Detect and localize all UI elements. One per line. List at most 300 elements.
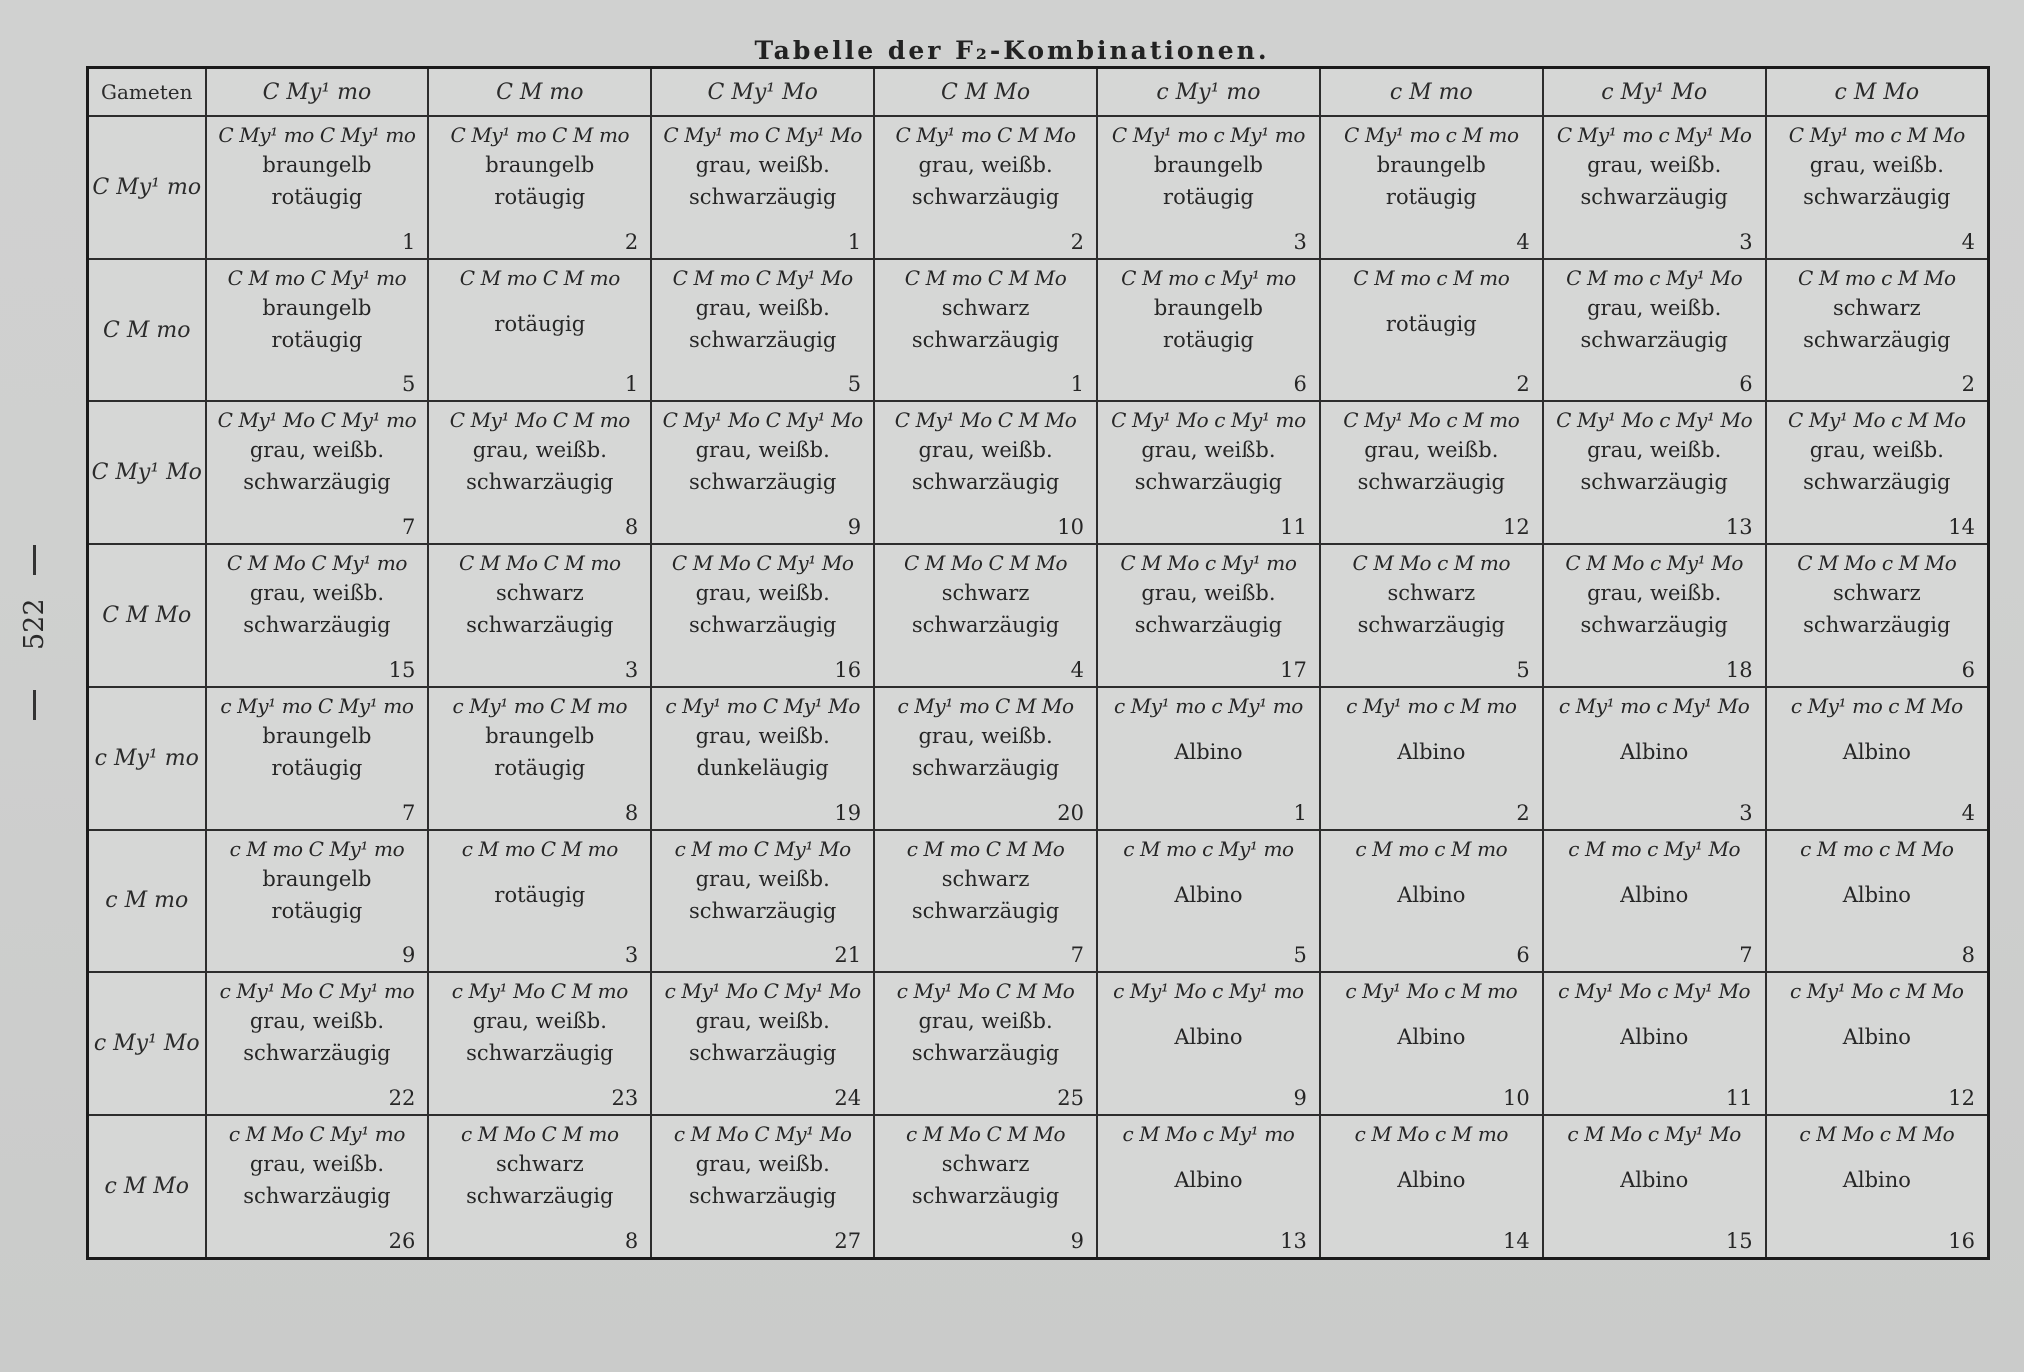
table-cell <box>651 972 874 1115</box>
combination-number: 26 <box>388 1229 416 1253</box>
combination-number: 13 <box>1725 515 1753 540</box>
phenotype-color: grau, weißb. <box>695 581 830 606</box>
genotype-label: C M mo C M mo <box>459 265 620 290</box>
combination-number: 27 <box>834 1229 862 1253</box>
phenotype-color: grau, weißb. <box>695 866 830 891</box>
table-cell <box>206 687 429 830</box>
table-cell <box>1543 116 1766 259</box>
phenotype-color: braungelb <box>1153 153 1263 177</box>
table-cell <box>651 401 874 544</box>
genotype-label: c My¹ Mo C M mo <box>451 979 628 1004</box>
combination-number: 15 <box>388 657 416 682</box>
combination-number: 4 <box>1516 229 1530 254</box>
genotype-label: C My¹ Mo c M Mo <box>1788 408 1966 433</box>
table-cell <box>1097 259 1320 402</box>
phenotype-color: Albino <box>1174 882 1243 907</box>
table-cell <box>1766 830 1989 973</box>
column-header: C M Mo <box>874 68 1097 117</box>
genotype-label: c My¹ Mo c My¹ Mo <box>1558 979 1751 1004</box>
combination-number: 20 <box>1057 800 1084 825</box>
phenotype-eyes: schwarzäugig <box>1134 470 1283 495</box>
table-cell <box>1097 116 1320 259</box>
genotype-label: C M Mo C My¹ Mo <box>671 551 854 576</box>
phenotype-eyes: schwarzäugig <box>689 327 837 352</box>
table-cell <box>428 544 651 687</box>
phenotype-color: grau, weißb. <box>1141 438 1276 463</box>
combination-number: 4 <box>1961 800 1975 825</box>
genotype-label: C My¹ Mo C My¹ Mo <box>662 408 863 433</box>
phenotype-color: braungelb <box>262 153 372 177</box>
genotype-label: c M mo c My¹ mo <box>1123 836 1294 861</box>
combination-number: 3 <box>624 943 639 968</box>
column-header: c M Mo <box>1766 68 1989 117</box>
combination-number: 6 <box>1739 372 1753 397</box>
phenotype-eyes: schwarzäugig <box>911 470 1060 495</box>
combination-number: 22 <box>388 1086 416 1111</box>
phenotype-eyes: rotäugig <box>1163 185 1254 209</box>
table-cell <box>1543 259 1766 402</box>
phenotype-color: grau, weißb. <box>1587 438 1722 463</box>
combination-number: 1 <box>402 229 416 254</box>
table-cell <box>651 687 874 830</box>
combination-number: 2 <box>1961 372 1975 397</box>
table-cell <box>1320 687 1543 830</box>
combination-number: 5 <box>1293 943 1307 968</box>
phenotype-eyes: schwarzäugig <box>689 1184 837 1209</box>
table-cell <box>1543 544 1766 687</box>
phenotype-color: grau, weißb. <box>472 1009 607 1034</box>
table-cell <box>428 116 651 259</box>
table-cell <box>1097 687 1320 830</box>
table-cell <box>651 1115 874 1258</box>
phenotype-eyes: schwarzäugig <box>1580 185 1728 209</box>
table-cell <box>206 116 429 259</box>
combination-number: 6 <box>1516 943 1530 968</box>
phenotype-eyes: schwarzäugig <box>1357 470 1505 495</box>
table-cell <box>1543 401 1766 544</box>
combination-number: 12 <box>1948 1086 1975 1111</box>
combination-number: 1 <box>1293 800 1307 825</box>
table-cell <box>1320 830 1543 973</box>
genotype-label: c M Mo C M mo <box>461 1122 619 1147</box>
phenotype-color: Albino <box>1620 1025 1689 1050</box>
combination-number: 10 <box>1057 515 1084 540</box>
phenotype-color: Albino <box>1842 1168 1911 1193</box>
table-cell <box>1320 972 1543 1115</box>
phenotype-eyes: schwarzäugig <box>243 1041 391 1066</box>
phenotype-eyes: schwarzäugig <box>689 470 837 495</box>
row-header: C M mo <box>88 259 206 402</box>
phenotype-color: grau, weißb. <box>695 295 830 320</box>
genotype-label: c My¹ mo C M Mo <box>897 693 1074 718</box>
combination-number: 15 <box>1725 1229 1753 1253</box>
combination-number: 7 <box>1070 943 1084 968</box>
phenotype-eyes: schwarzäugig <box>1803 327 1951 352</box>
table-cell <box>428 401 651 544</box>
phenotype-eyes: rotäugig <box>494 882 586 907</box>
phenotype-eyes: rotäugig <box>494 755 586 780</box>
genotype-label: c M mo c M mo <box>1355 836 1508 861</box>
genotype-label: c My¹ Mo c M mo <box>1345 979 1518 1004</box>
phenotype-color: braungelb <box>485 153 595 177</box>
table-row <box>88 1115 1989 1258</box>
combination-number: 13 <box>1280 1229 1307 1253</box>
phenotype-color: schwarz <box>1832 581 1921 606</box>
phenotype-eyes: rotäugig <box>1385 311 1477 336</box>
table-row <box>88 259 1989 402</box>
phenotype-eyes: schwarzäugig <box>1803 470 1951 495</box>
table-cell <box>1543 972 1766 1115</box>
genotype-label: c M Mo c My¹ mo <box>1122 1122 1295 1147</box>
table-cell <box>1097 972 1320 1115</box>
phenotype-eyes: schwarzäugig <box>911 185 1060 209</box>
combination-number: 3 <box>624 657 639 682</box>
genotype-label: C My¹ mo c M Mo <box>1788 123 1965 147</box>
genotype-label: C M mo c My¹ mo <box>1121 265 1296 290</box>
table-cell <box>874 544 1097 687</box>
genotype-label: C My¹ Mo C M mo <box>449 408 630 433</box>
table-row <box>88 401 1989 544</box>
genotype-label: C My¹ mo c M mo <box>1344 123 1519 147</box>
combination-number: 2 <box>1070 229 1084 254</box>
combination-number: 8 <box>624 1229 639 1253</box>
phenotype-eyes: rotäugig <box>271 185 363 209</box>
genotype-label: C My¹ mo C M Mo <box>895 123 1076 147</box>
phenotype-color: Albino <box>1174 739 1243 764</box>
table-cell <box>428 1115 651 1258</box>
table-cell <box>206 544 429 687</box>
genotype-label: c My¹ mo c My¹ Mo <box>1558 693 1750 718</box>
combination-number: 25 <box>1057 1086 1084 1111</box>
genotype-label: c My¹ mo C M mo <box>452 693 628 718</box>
phenotype-eyes: rotäugig <box>271 327 363 352</box>
table-cell <box>1543 687 1766 830</box>
phenotype-color: braungelb <box>262 866 372 891</box>
row-header: c M Mo <box>88 1115 206 1258</box>
genotype-label: c My¹ mo c M Mo <box>1790 693 1963 718</box>
combination-number: 5 <box>402 372 416 397</box>
combination-number: 4 <box>1070 657 1084 682</box>
table-row <box>88 116 1989 259</box>
phenotype-color: grau, weißb. <box>249 1152 385 1177</box>
phenotype-color: grau, weißb. <box>695 723 830 748</box>
combination-number: 14 <box>1948 515 1975 540</box>
phenotype-color: grau, weißb. <box>249 581 385 606</box>
phenotype-color: grau, weißb. <box>695 153 830 177</box>
table-cell <box>1097 401 1320 544</box>
phenotype-eyes: schwarzäugig <box>911 327 1060 352</box>
phenotype-color: schwarz <box>941 1152 1030 1177</box>
phenotype-color: Albino <box>1397 882 1466 907</box>
phenotype-color: braungelb <box>485 723 595 748</box>
genotype-label: c My¹ Mo C My¹ Mo <box>664 979 861 1004</box>
table-cell <box>1766 544 1989 687</box>
table-cell <box>1320 116 1543 259</box>
phenotype-color: grau, weißb. <box>695 1152 830 1177</box>
phenotype-eyes: rotäugig <box>494 185 586 209</box>
phenotype-color: braungelb <box>262 723 372 748</box>
phenotype-eyes: schwarzäugig <box>911 898 1060 923</box>
column-header: c M mo <box>1320 68 1543 117</box>
table-cell <box>1543 830 1766 973</box>
phenotype-eyes: schwarzäugig <box>689 613 837 638</box>
table-cell <box>206 972 429 1115</box>
phenotype-eyes: schwarzäugig <box>466 613 614 638</box>
genotype-label: c My¹ mo c M mo <box>1346 693 1517 718</box>
page-number: 522 <box>19 598 50 650</box>
combination-number: 24 <box>834 1086 862 1111</box>
table-cell <box>651 116 874 259</box>
table-row <box>88 687 1989 830</box>
combination-number: 4 <box>1961 229 1975 254</box>
combination-number: 7 <box>402 800 416 825</box>
phenotype-eyes: schwarzäugig <box>689 185 837 209</box>
genotype-label: c M Mo C My¹ mo <box>228 1122 405 1147</box>
phenotype-color: Albino <box>1842 1025 1911 1050</box>
combination-number: 9 <box>847 515 862 540</box>
phenotype-color: grau, weißb. <box>1587 153 1722 177</box>
phenotype-color: schwarz <box>495 1152 584 1177</box>
phenotype-color: braungelb <box>1153 295 1263 320</box>
combination-number: 9 <box>1293 1086 1307 1111</box>
genotype-label: C M Mo c M Mo <box>1797 551 1957 576</box>
phenotype-color: Albino <box>1620 882 1689 907</box>
combination-number: 19 <box>834 800 862 825</box>
genotype-label: c M mo C My¹ Mo <box>674 836 851 861</box>
genotype-label: c M Mo c M Mo <box>1799 1122 1955 1147</box>
table-row <box>88 830 1989 973</box>
phenotype-color: grau, weißb. <box>1809 438 1944 463</box>
table-cell <box>1766 116 1989 259</box>
phenotype-color: schwarz <box>941 295 1030 320</box>
combination-number: 8 <box>1961 943 1975 968</box>
phenotype-eyes: schwarzäugig <box>466 1041 614 1066</box>
genotype-label: C M Mo c M mo <box>1352 551 1511 576</box>
genotype-label: C M mo c My¹ Mo <box>1566 265 1743 290</box>
genotype-label: C My¹ mo C My¹ mo <box>218 123 416 147</box>
genotype-label: c My¹ Mo C My¹ mo <box>219 979 415 1004</box>
genotype-label: C M Mo c My¹ Mo <box>1565 551 1743 576</box>
combination-number: 3 <box>1739 800 1753 825</box>
combination-number: 21 <box>834 943 862 968</box>
combination-number: 18 <box>1725 657 1753 682</box>
phenotype-eyes: rotäugig <box>1163 327 1254 352</box>
combination-number: 23 <box>611 1086 639 1111</box>
table-cell <box>1766 1115 1989 1258</box>
phenotype-eyes: schwarzäugig <box>1580 327 1728 352</box>
genotype-label: C My¹ Mo C M Mo <box>894 408 1077 433</box>
table-cell <box>651 544 874 687</box>
table-cell <box>428 687 651 830</box>
column-header: C My¹ Mo <box>651 68 874 117</box>
genotype-label: C M Mo C M mo <box>458 551 621 576</box>
row-header: C M Mo <box>88 544 206 687</box>
combination-number: 9 <box>402 943 416 968</box>
phenotype-color: Albino <box>1174 1025 1243 1050</box>
phenotype-color: braungelb <box>1376 153 1486 177</box>
row-header: C My¹ mo <box>88 116 206 259</box>
genotype-label: c My¹ mo c My¹ mo <box>1113 693 1303 718</box>
combination-number: 7 <box>402 515 416 540</box>
genotype-label: c M mo C M mo <box>461 836 618 861</box>
table-cell <box>874 116 1097 259</box>
table-cell <box>206 259 429 402</box>
genotype-label: c My¹ Mo C M Mo <box>896 979 1075 1004</box>
phenotype-color: grau, weißb. <box>1587 295 1722 320</box>
table-cell <box>874 687 1097 830</box>
combination-number: 2 <box>1516 800 1530 825</box>
phenotype-color: grau, weißb. <box>1141 581 1276 606</box>
genotype-label: C My¹ mo c My¹ mo <box>1111 123 1305 147</box>
genotype-label: C My¹ Mo c My¹ mo <box>1111 408 1306 433</box>
phenotype-color: braungelb <box>262 295 372 320</box>
phenotype-color: Albino <box>1842 739 1911 764</box>
table-row <box>88 972 1989 1115</box>
column-header: c My¹ Mo <box>1543 68 1766 117</box>
phenotype-color: grau, weißb. <box>1809 153 1944 177</box>
phenotype-color: grau, weißb. <box>472 438 607 463</box>
combination-number: 8 <box>624 515 639 540</box>
combination-number: 2 <box>1516 372 1530 397</box>
table-cell <box>1097 544 1320 687</box>
genotype-label: C M Mo C My¹ mo <box>226 551 408 576</box>
genotype-label: C M Mo C M Mo <box>903 551 1068 576</box>
phenotype-color: grau, weißb. <box>249 438 385 463</box>
phenotype-color: Albino <box>1620 1168 1689 1193</box>
table-cell <box>428 259 651 402</box>
combination-number: 3 <box>1739 229 1753 254</box>
table-cell <box>1766 972 1989 1115</box>
table-cell <box>874 1115 1097 1258</box>
column-header: c My¹ mo <box>1097 68 1320 117</box>
phenotype-eyes: rotäugig <box>1385 185 1477 209</box>
genotype-label: c M Mo C M Mo <box>906 1122 1066 1147</box>
genotype-label: C My¹ mo C M mo <box>450 123 630 147</box>
phenotype-eyes: rotäugig <box>494 311 586 336</box>
genotype-label: C M mo C M Mo <box>904 265 1067 290</box>
table-cell <box>1097 830 1320 973</box>
phenotype-color: grau, weißb. <box>918 1009 1053 1034</box>
phenotype-color: schwarz <box>941 866 1030 891</box>
table-cell <box>874 259 1097 402</box>
combination-number: 11 <box>1280 515 1307 540</box>
table-cell <box>1320 1115 1543 1258</box>
genotype-label: C M mo c M Mo <box>1798 265 1956 290</box>
genotype-label: c My¹ Mo c My¹ mo <box>1113 979 1304 1004</box>
combination-number: 1 <box>1070 372 1084 397</box>
table-cell <box>1097 1115 1320 1258</box>
combination-number: 3 <box>1293 229 1307 254</box>
combination-number: 6 <box>1961 657 1975 682</box>
table-cell <box>874 830 1097 973</box>
page-number-dash-top <box>33 545 36 575</box>
combination-number: 5 <box>847 372 862 397</box>
combination-number: 10 <box>1503 1086 1530 1111</box>
table-row <box>88 544 1989 687</box>
phenotype-eyes: schwarzäugig <box>911 1041 1060 1066</box>
genotype-label: C My¹ Mo c My¹ Mo <box>1556 408 1753 433</box>
phenotype-color: Albino <box>1620 739 1689 764</box>
genotype-label: C M mo C My¹ Mo <box>672 265 853 290</box>
phenotype-color: grau, weißb. <box>918 153 1053 177</box>
combination-number: 12 <box>1503 515 1530 540</box>
combination-number: 1 <box>624 372 639 397</box>
phenotype-eyes: schwarzäugig <box>1357 613 1505 638</box>
row-header: c My¹ Mo <box>88 972 206 1115</box>
header-row <box>88 68 1989 117</box>
genotype-label: c My¹ Mo c M Mo <box>1790 979 1964 1004</box>
combination-number: 14 <box>1503 1229 1530 1253</box>
column-header: C M mo <box>428 68 651 117</box>
f2-combination-table <box>86 66 1990 1260</box>
genotype-label: c My¹ mo C My¹ Mo <box>665 693 860 718</box>
combination-number: 1 <box>847 229 862 254</box>
table-cell <box>1320 401 1543 544</box>
table-cell <box>1320 544 1543 687</box>
phenotype-eyes: schwarzäugig <box>1803 613 1951 638</box>
phenotype-eyes: schwarzäugig <box>689 1041 837 1066</box>
combination-number: 16 <box>1948 1229 1975 1253</box>
phenotype-color: grau, weißb. <box>918 723 1053 748</box>
genotype-label: C M mo C My¹ mo <box>227 265 407 290</box>
phenotype-color: grau, weißb. <box>918 438 1053 463</box>
phenotype-eyes: schwarzäugig <box>911 613 1060 638</box>
phenotype-eyes: schwarzäugig <box>466 470 614 495</box>
phenotype-color: Albino <box>1174 1168 1243 1193</box>
phenotype-eyes: schwarzäugig <box>1580 470 1728 495</box>
phenotype-eyes: schwarzäugig <box>1134 613 1283 638</box>
table-cell <box>1766 259 1989 402</box>
table-cell <box>1766 687 1989 830</box>
phenotype-color: grau, weißb. <box>695 1009 830 1034</box>
genotype-label: c M Mo c M mo <box>1354 1122 1509 1147</box>
table-cell <box>206 401 429 544</box>
genotype-label: c M mo C M Mo <box>906 836 1065 861</box>
phenotype-eyes: schwarzäugig <box>466 1184 614 1209</box>
page-number-dash-bottom <box>33 690 36 720</box>
combination-number: 2 <box>624 229 639 254</box>
phenotype-eyes: dunkeläugig <box>696 755 829 780</box>
phenotype-eyes: schwarzäugig <box>689 898 837 923</box>
table-cell <box>1320 259 1543 402</box>
phenotype-eyes: schwarzäugig <box>243 613 391 638</box>
phenotype-color: schwarz <box>495 581 584 606</box>
genotype-label: c M mo c M Mo <box>1800 836 1954 861</box>
table-cell <box>874 401 1097 544</box>
phenotype-color: grau, weißb. <box>1364 438 1499 463</box>
phenotype-color: schwarz <box>1387 581 1476 606</box>
phenotype-eyes: rotäugig <box>271 755 363 780</box>
phenotype-color: schwarz <box>1832 295 1921 320</box>
genotype-label: C My¹ mo c My¹ Mo <box>1556 123 1752 147</box>
table-cell <box>428 972 651 1115</box>
row-header: c My¹ mo <box>88 687 206 830</box>
phenotype-eyes: schwarzäugig <box>243 1184 391 1209</box>
column-header: C My¹ mo <box>206 68 429 117</box>
phenotype-color: Albino <box>1397 1025 1466 1050</box>
table-title: Tabelle der F₂-Kombinationen. <box>754 36 1270 65</box>
table-cell <box>1766 401 1989 544</box>
phenotype-eyes: schwarzäugig <box>1803 185 1951 209</box>
table-cell <box>428 830 651 973</box>
table-cell <box>651 259 874 402</box>
phenotype-color: Albino <box>1842 882 1911 907</box>
combination-number: 6 <box>1293 372 1307 397</box>
table-cell <box>206 830 429 973</box>
genotype-label: C My¹ Mo c M mo <box>1343 408 1520 433</box>
corner-header: Gameten <box>88 68 206 117</box>
phenotype-eyes: schwarzäugig <box>911 1184 1060 1209</box>
